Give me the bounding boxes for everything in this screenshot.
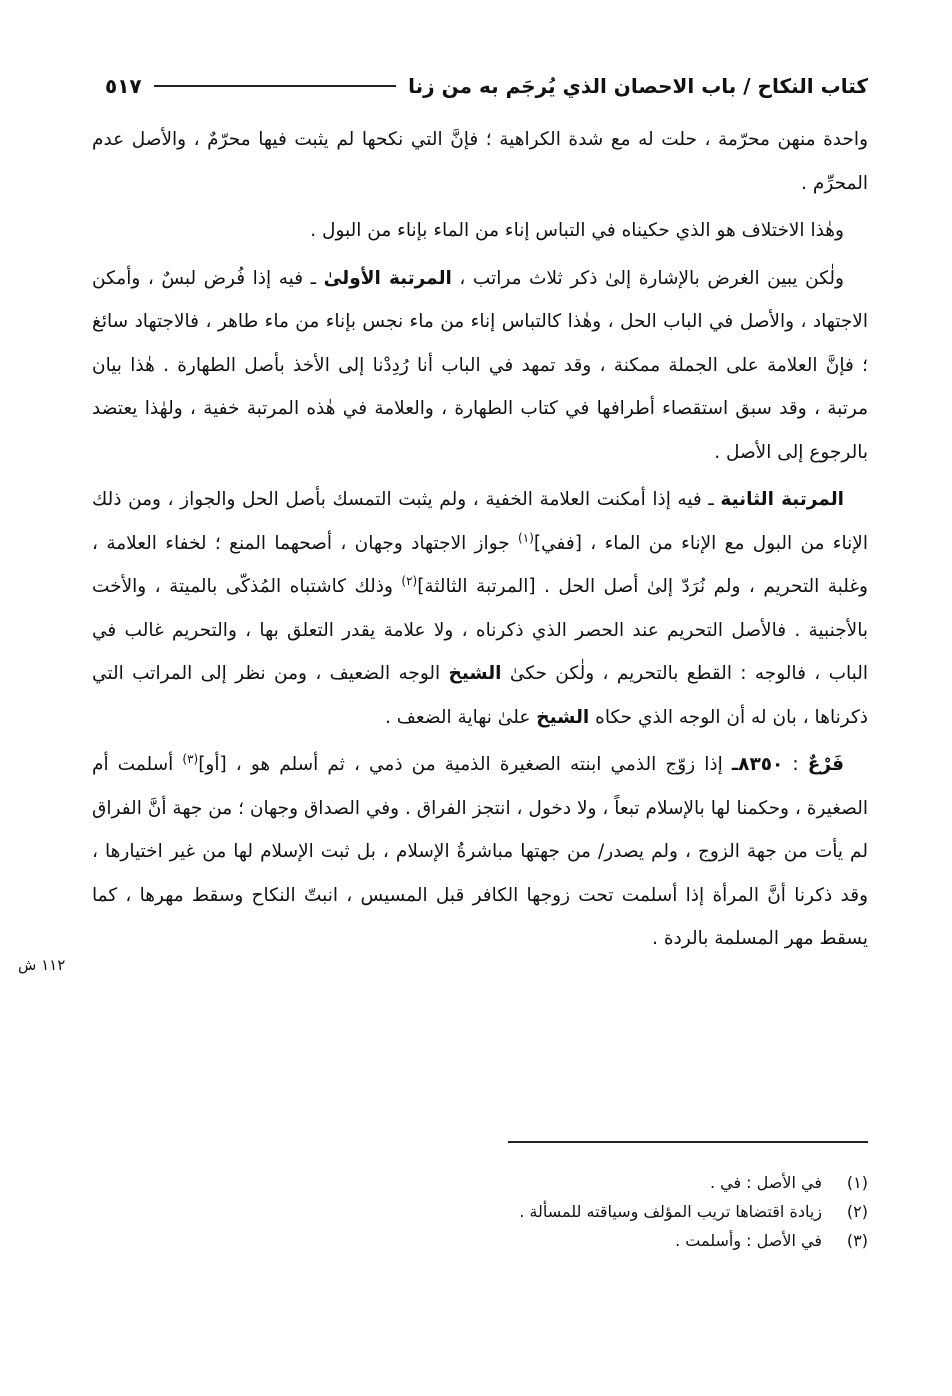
p4-bold-shaykh-1: الشيخ xyxy=(448,663,502,684)
paragraph-2: وهٰذا الاختلاف هو الذي حكيناه في التباس إناء من الماء بإناء من البول . xyxy=(310,220,844,241)
footnotes xyxy=(300,1168,868,1255)
p4-text-c: وذلك كاشتباه المُذكّى بالميتة ، والأخت بالأجنبية . فالأصل التحريم عند الحصر الذي ذكرناه ، ولا علامة يقدر التعلق بها ، والتحريم غالب في الباب ، فالوجه : القطع بالتحريم ، ولٰكن حكىٰ xyxy=(92,576,868,684)
paragraph-5 xyxy=(92,743,868,961)
header-rule xyxy=(154,85,397,87)
page-number: ٥١٧ xyxy=(105,74,142,98)
footnote-number: (١) xyxy=(846,1173,868,1192)
p4-text-a: ـ فيه إذا أمكنت العلامة الخفية ، ولم يثبت التمسك بأصل الحل والجواز ، ومن ذلك الإناء من البول مع الإناء من الماء ، [ففي] xyxy=(92,489,868,554)
p5-text-a: : xyxy=(783,754,808,775)
footnote-text: في الأصل : وأسلمت . xyxy=(675,1231,822,1250)
p5-text-b: إذا زوّج الذمي ابنته الصغيرة الذمية من ذمي ، ثم أسلم هو ، [أو] xyxy=(198,754,732,775)
p3-text-b: ـ فيه إذا فُرض لبسٌ ، وأمكن الاجتهاد ، والأصل في الباب الحل ، وهٰذا كالتباس إناء من ماء نجس بإناء من ماء طاهر ، فالاجتهاد سائغ ؛ فإنَّ العلامة على الجملة ممكنة ، وقد تمهد في الباب أنا رُدِدْنا إلى الأخذ بأصل الطهارة . هٰذا بيان مرتبة ، وقد سبق استقصاء أطرافها في كتاب الطهارة ، والعلامة في هٰذه المرتبة خفية ، ولهٰذا يعتضد بالرجوع إلى الأصل . xyxy=(92,267,868,463)
footnote-ref-3[interactable]: (٣) xyxy=(182,751,199,766)
header-title: كتاب النكاح / باب الاحصان الذي يُرجَم به من زنا xyxy=(408,74,868,98)
issue-number: ٨٣٥٠ـ xyxy=(731,754,784,775)
paragraph-4 xyxy=(92,478,868,739)
footnote-2 xyxy=(300,1197,868,1226)
footnote-number: (٢) xyxy=(846,1202,868,1221)
p4-bold-shaykh-2: الشيخ xyxy=(536,706,590,728)
p4-text-e: علىٰ نهاية الضعف . xyxy=(384,706,537,728)
page-body xyxy=(92,118,868,965)
footnote-ref-2[interactable]: (٢) xyxy=(401,573,418,588)
footnote-number: (٣) xyxy=(846,1231,868,1250)
footnote-ref-1[interactable]: (١) xyxy=(518,530,534,545)
paragraph-3 xyxy=(92,257,868,475)
footnote-text: زيادة اقتضاها تريب المؤلف وسياقته للمسألة . xyxy=(519,1202,822,1221)
p5-text-c: أسلمت أم الصغيرة ، وحكمنا لها بالإسلام تبعاً ، ولا دخول ، انتجز الفراق . وفي الصداق وجهان ؛ من جهة أنَّ الفراق لم يأت من جهة الزوج ، ولم يصدر/ من جهتها مباشرةُ الإسلام ، بل ثبت الإسلام لها من غير اختيارها ، وقد ذكرنا أنَّ المرأة إذا أسلمت تحت زوجها الكافر قبل المسيس ، انبتّ النكاح وسقط مهرها ، كما يسقط مهر المسلمة بالردة . xyxy=(92,754,868,949)
footnote-separator xyxy=(508,1141,868,1143)
paragraph-1: واحدة منهن محرّمة ، حلت له مع شدة الكراهية ؛ فإنَّ التي نكحها لم يثبت فيها محرّمٌ ، والأصل عدم المحرِّم . xyxy=(92,129,868,194)
p3-heading-first-rank: المرتبة الأولىٰ xyxy=(323,267,452,289)
p4-text-b: جواز الاجتهاد وجهان ، أصحهما المنع ؛ لخفاء العلامة ، وغلبة التحريم ، ولم نُرَدّ إلىٰ أصل الحل . [المرتبة الثالثة] xyxy=(92,532,868,597)
far-label: فَرْعٌ xyxy=(807,754,845,775)
running-header xyxy=(105,66,868,106)
p4-text-d: الوجه الضعيف ، ومن نظر إلى المراتب التي ذكرناها ، بان له أن الوجه الذي حكاه xyxy=(92,663,868,728)
footnote-text: في الأصل : في . xyxy=(709,1173,822,1192)
footnote-3 xyxy=(300,1226,868,1255)
manuscript-folio-note: ١١٢ ش xyxy=(18,956,66,974)
p4-heading-second-rank: المرتبة الثانية xyxy=(720,489,844,510)
footnote-1 xyxy=(300,1168,868,1197)
p3-text-a: ولٰكن يبين الغرض بالإشارة إلىٰ ذكر ثلاث مراتب ، xyxy=(451,267,844,289)
